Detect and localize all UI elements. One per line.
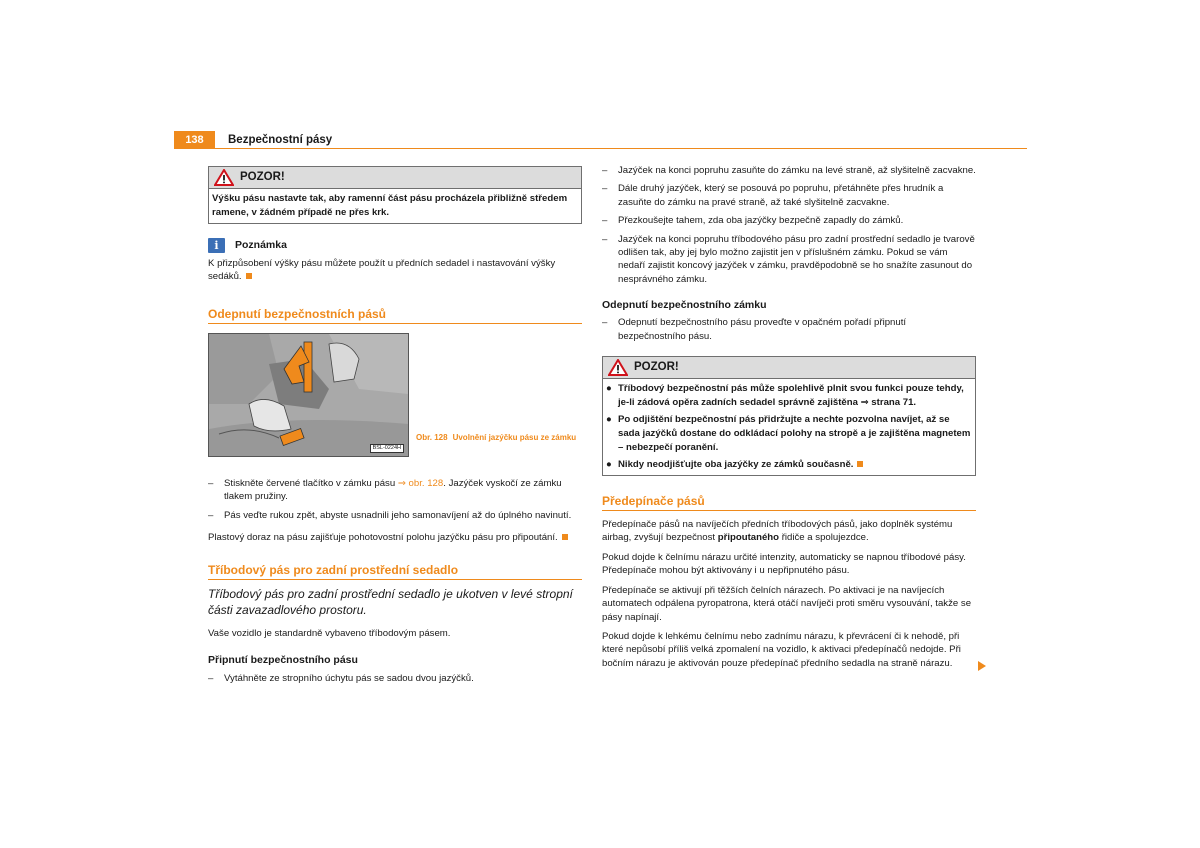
warning-title: POZOR! xyxy=(240,170,285,183)
paragraph: Pokud dojde k čelnímu nárazu určité intenzity, automaticky se napnou tříbodové pásy. Předepínače mohou být aktivovány i u nepřipnutého pásu. xyxy=(602,551,966,577)
note-header xyxy=(208,238,582,253)
note-text: K přizpůsobení výšky pásu můžete použít u předních sedadel i nastavování výšky sedáků. xyxy=(208,258,556,283)
page-number: 138 xyxy=(174,131,215,149)
end-square-icon xyxy=(562,534,568,540)
seatbelt-buckle-illustration xyxy=(209,334,408,456)
paragraph: Předepínače pásů na navíječích předních tříbodových pásů, jako doplněk systému airbag, zvyšují bezpečnost připoutaného řidiče a spolujezdce. xyxy=(602,519,953,544)
subsection-title-fastening: Připnutí bezpečnostního pásu xyxy=(208,653,358,666)
bullet-icon: ● xyxy=(606,383,612,395)
header-rule xyxy=(174,148,1027,149)
list-item: – Jazýček na konci popruhu zasuňte do zámku na levé straně, až slyšitelně zacvakne. xyxy=(602,165,976,176)
section-text: Vaše vozidlo je standardně vybaveno tříbodovým pásem. xyxy=(208,628,451,640)
warning-title: POZOR! xyxy=(634,360,679,373)
bullet-icon: ● xyxy=(606,459,612,471)
section-title-rear-belt: Tříbodový pás pro zadní prostřední sedadlo xyxy=(208,562,582,580)
right-column xyxy=(602,164,976,670)
paragraph: Předepínače se aktivují při těžších čelních nárazech. Po aktivaci je na navíjecích automatech odpálena pyropatrona, která otáčí navíječi proti směru vysouvání, takže se pásy napínají. xyxy=(602,584,972,623)
warning-triangle-icon xyxy=(214,169,234,186)
section-lead: Tříbodový pás pro zadní prostřední sedadlo je ukotven v levé stropní části zavazadlového prostoru. xyxy=(208,587,573,618)
stop-text: Plastový doraz na pásu zajišťuje pohotovostní polohu jazýčku pásu pro připoutání. xyxy=(208,531,582,544)
figure-image xyxy=(208,333,409,457)
list-item: – Odepnutí bezpečnostního pásu proveďte v opačném pořadí připnutí bezpečnostního pásu. xyxy=(602,317,907,342)
warning-item: ● Nikdy neodjišťujte oba jazýčky ze zámků současně. xyxy=(606,458,972,472)
warning-box xyxy=(208,166,582,224)
warning-item: ● Tříbodový bezpečnostní pás může spolehlivě plnit svou funkci pouze tehdy, je-li zádová opěra zadních sedadel správně zajištěna ⇒ strana 71. xyxy=(606,383,964,409)
end-square-icon xyxy=(246,273,252,279)
warning-triangle-icon xyxy=(608,359,628,376)
bullet-icon: ● xyxy=(606,414,612,426)
warning-box xyxy=(602,356,976,476)
warning-body xyxy=(209,189,581,223)
list-item: – Jazýček na konci popruhu tříbodového pásu pro zadní prostřední sedadlo je tvarově odlišen tak, aby jej bylo možno zajistit jen v příslušném zámku. Pokud se vám nedaří zajistit koncový jazýček v zámku, pravděpodobně se ho snažíte zasunout do nesprávného zámku. xyxy=(602,233,975,285)
warning-body xyxy=(603,379,975,475)
list-item: – Stiskněte červené tlačítko v zámku pásu ⇒ obr. 128. Jazýček vyskočí ze zámku tlakem pružiny. xyxy=(208,477,562,503)
list-item: – Pás veďte rukou zpět, abyste usnadnili jeho samonavíjení až do úplného navinutí. xyxy=(208,509,572,521)
section-title-pretensioners: Předepínače pásů xyxy=(602,493,976,511)
info-icon: i xyxy=(208,238,225,253)
figure-id-label: BSL-0224H xyxy=(370,444,404,453)
chapter-title: Bezpečnostní pásy xyxy=(228,134,333,146)
figure-link[interactable]: ⇒ obr. 128 xyxy=(397,477,444,489)
section-title-unbuckling: Odepnutí bezpečnostních pásů xyxy=(208,306,582,324)
figure-caption: Obr. 128 Uvolnění jazýčku pásu ze zámku xyxy=(416,433,577,442)
list-item: – Dále druhý jazýček, který se posouvá po popruhu, přetáhněte přes hrudník a zasuňte do zámku na pravé straně, až také slyšitelně zacvakne. xyxy=(602,183,944,208)
end-square-icon xyxy=(857,461,863,467)
warning-text: Výšku pásu nastavte tak, aby ramenní část pásu procházela přibližně středem ramene, v žádném případě ne přes krk. xyxy=(212,193,568,218)
continue-arrow-icon xyxy=(978,661,986,671)
warning-header xyxy=(209,167,581,189)
warning-header xyxy=(603,357,975,379)
list-item: – Přezkoušejte tahem, zda oba jazýčky bezpečně zapadly do zámků. xyxy=(602,215,904,227)
warning-item: ● Po odjištění bezpečnostní pás přidržujte a nechte pozvolna navíjet, až se sada jazýčků dostane do odkládací polohy na stropě a je zajištěna magnetem – nebezpečí poranění. xyxy=(606,414,971,454)
list-item: – Vytáhněte ze stropního úchytu pás se sadou dvou jazýčků. xyxy=(208,672,474,684)
subsection-title-unbuckling: Odepnutí bezpečnostního zámku xyxy=(602,299,767,312)
note-title: Poznámka xyxy=(235,238,287,251)
paragraph: Pokud dojde k lehkému čelnímu nebo zadnímu nárazu, k převrácení či k nehodě, při které nepůsobí příliš velká zpomalení na vozidlo, k aktivaci předepínačů nedojde. Při bočním nárazu je aktivován pouze předepínač předního sedadla na straně nárazu. xyxy=(602,630,961,669)
